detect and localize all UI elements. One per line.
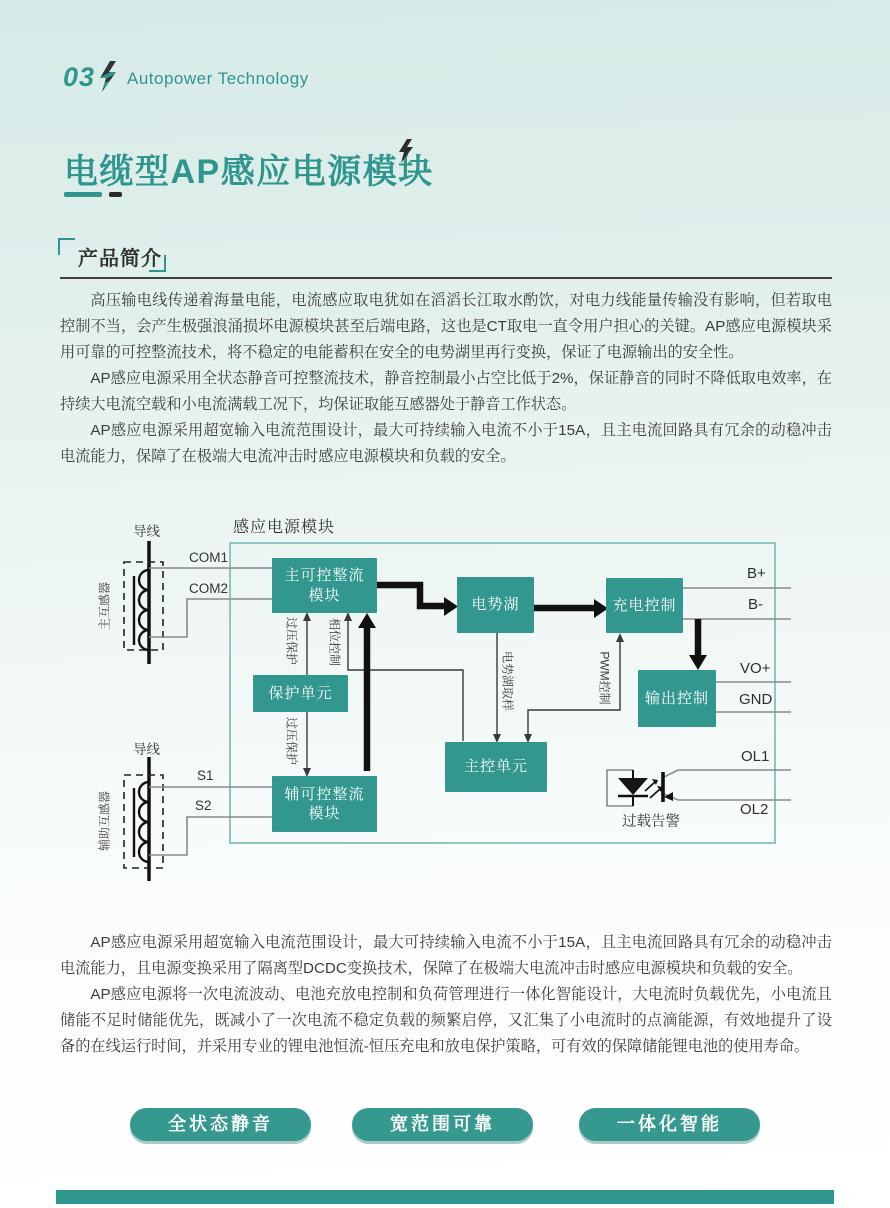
paragraph: AP感应电源采用全状态静音可控整流技术，静音控制最小占空比低于2%，保证静音的同时不降低取电效率，在持续大电流空载和小电流满载工况下，均保证取能互感器处于静音工作状态。 [60, 370, 832, 413]
signal-label-overvoltage-top: 过压保护 [284, 616, 299, 666]
wire-ol1 [664, 770, 791, 777]
block-aux-rectifier [272, 776, 377, 832]
wire-com2 [149, 599, 272, 637]
feature-pill-wide-range: 宽范围可靠 [352, 1108, 533, 1141]
signal-label-phase-control: 相位控制 [327, 617, 342, 667]
page-title: 电缆型AP感应电源模块 [64, 153, 434, 191]
terminal-s1: S1 [197, 768, 214, 783]
block-label: 模块 [308, 586, 341, 604]
paragraph: AP感应电源采用超宽输入电流范围设计，最大可持续输入电流不小于15A，且主电流回路具有冗余的动稳冲击电流能力，保障了在极端大电流冲击时感应电源模块和负载的安全。 [60, 422, 832, 465]
block-label: 输出控制 [644, 689, 709, 707]
terminal-ol1: OL1 [741, 748, 770, 765]
wire-s2 [149, 817, 272, 855]
block-label: 电势湖 [471, 596, 520, 614]
feature-pill-integrated: 一体化智能 [579, 1108, 760, 1141]
transformer-main-label: 主互感器 [97, 581, 112, 631]
brand-name: Autopower Technology [127, 69, 309, 88]
page-number: 03 [63, 62, 96, 92]
block-label: 模块 [308, 805, 341, 822]
diagram-title: 感应电源模块 [233, 519, 336, 536]
terminal-gnd: GND [739, 691, 773, 708]
feature-pill-silent: 全状态静音 [130, 1108, 311, 1141]
terminal-voplus: VO+ [740, 660, 771, 677]
block-label: 主控单元 [463, 758, 528, 776]
transformer-aux-label: 辅助互感器 [97, 790, 112, 852]
power-main-to-lake [377, 585, 444, 606]
paragraph: AP感应电源采用超宽输入电流范围设计，最大可持续输入电流不小于15A，且主电流回路具有冗余的动稳冲击电流能力，且电源变换采用了隔离型DCDC变换技术，保障了在极端大电流冲击时感应电源模块和负载的安全。 [60, 934, 832, 977]
signal-label-lake-sampling: 电势湖取样 [500, 650, 515, 712]
block-main-control [445, 742, 547, 792]
overload-alarm-label: 过载告警 [622, 814, 680, 830]
terminal-com1: COM1 [189, 550, 229, 565]
wire-ol2 [664, 794, 791, 800]
signal-label-overvoltage-bottom: 过压保护 [284, 716, 299, 766]
block-label: 辅可控整流 [284, 785, 365, 803]
optocoupler-symbol [618, 770, 673, 806]
terminal-com2: COM2 [189, 581, 229, 596]
block-potential-lake [457, 577, 534, 633]
terminal-s2: S2 [195, 798, 212, 813]
block-protection-unit [253, 675, 348, 712]
terminal-bminus: B- [748, 596, 763, 613]
signal-label-pwm-control: PWM控制 [597, 651, 612, 705]
block-label: 充电控制 [612, 596, 677, 614]
block-label: 保护单元 [268, 684, 333, 702]
terminal-bplus: B+ [747, 565, 766, 582]
section-title: 产品简介 [78, 248, 162, 270]
block-charge-control [606, 578, 683, 633]
terminal-ol2: OL2 [740, 801, 769, 818]
led-icon [618, 778, 648, 795]
block-main-rectifier [272, 558, 377, 613]
paragraph: AP感应电源将一次电流波动、电池充放电控制和负荷管理进行一体化智能设计，大电流时负载优先，小电流且储能不足时储能优先，既减小了一次电流不稳定负载的频繁启停，又汇集了小电流时的点滴能源，有效地提升了设备的在线运行时间，并采用专业的锂电池恒流-恒压充电和放电保护策略，可有效的保障储能锂电池的使用寿命。 [60, 986, 832, 1055]
wire-label-top: 导线 [133, 524, 160, 539]
wire-label-bottom: 导线 [133, 742, 160, 757]
block-label: 主可控整流 [284, 567, 365, 584]
aux-transformer-symbol [124, 775, 163, 868]
block-output-control [638, 670, 716, 727]
paragraph: 高压输电线传递着海量电能，电流感应取电犹如在滔滔长江取水酌饮，对电力线能量传输没有影响，但若取电控制不当，会产生极强浪涌损坏电源模块甚至后端电路，这也是CT取电一直令用户担心的关键。AP感应电源模块采用可靠的可控整流技术，将不稳定的电能蓄积在安全的电势湖里再行变换，保证了电源输出的安全性。 [60, 292, 832, 361]
